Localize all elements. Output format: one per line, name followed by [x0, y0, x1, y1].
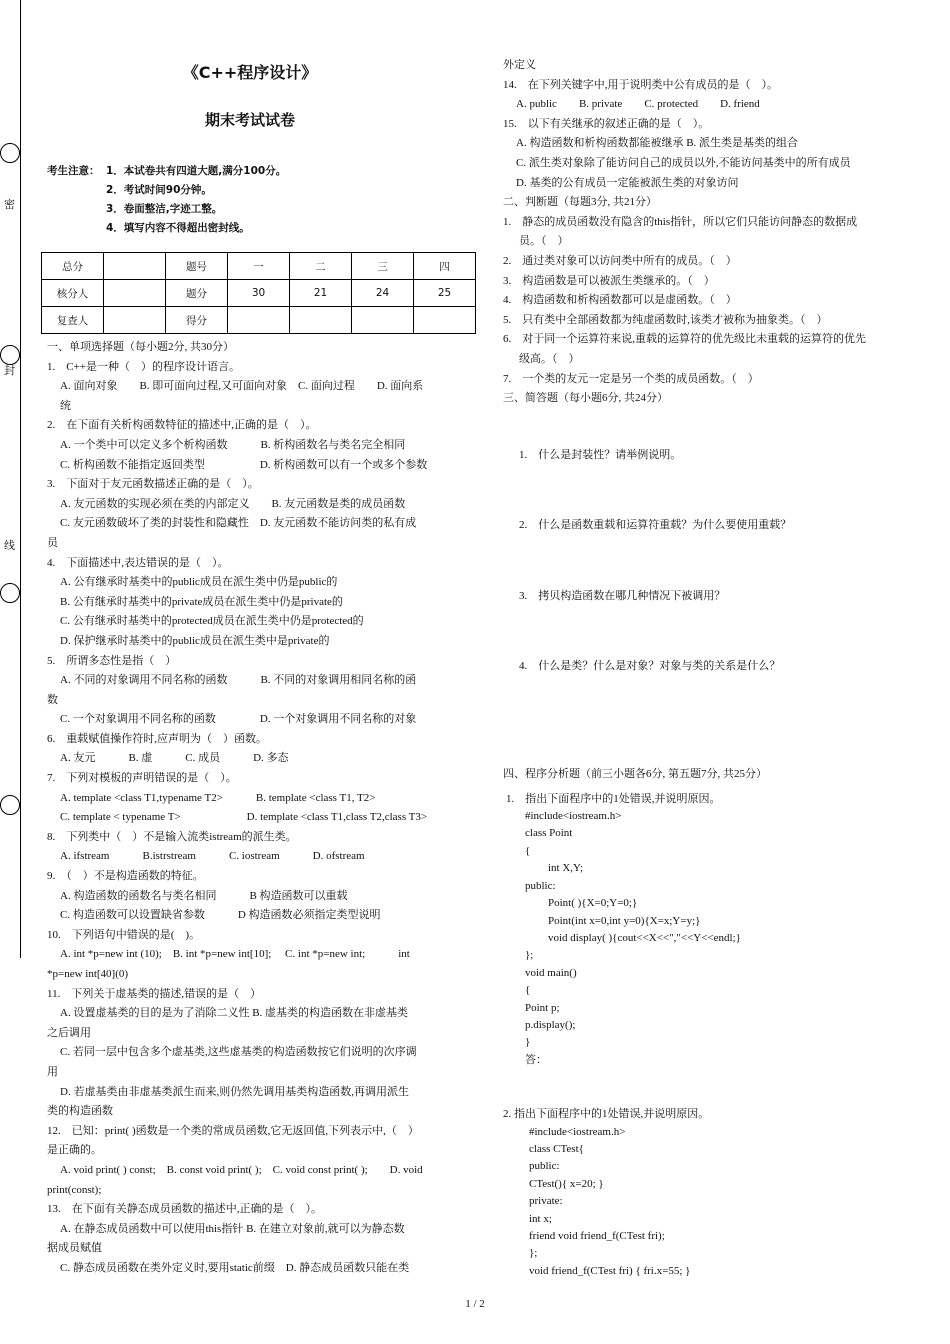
code-line: Point(int x=0,int y=0){X=x;Y=y;} [548, 914, 701, 927]
exam-title: 《C++程序设计》 [182, 63, 318, 82]
question-line: A. 公有继承时基类中的public成员在派生类中仍是public的 [60, 576, 338, 589]
question-line: 9. （ ）不是构造函数的特征。 [47, 870, 204, 883]
code-line: void friend_f(CTest fri) { fri.x=55; } [529, 1264, 691, 1277]
short-answer-question: 2. 什么是函数重载和运算符重载？为什么要使用重载？ [519, 519, 792, 532]
score-table-cell: 30 [228, 280, 290, 307]
code-line: 答： [525, 1053, 547, 1066]
question-line: 6. 重载赋值操作符时,应声明为（ ）函数。 [47, 732, 267, 745]
binding-hole [0, 143, 20, 163]
question-line: 数 [47, 693, 58, 706]
question-line: print(const); [47, 1183, 102, 1196]
question-line: 员 [47, 536, 58, 549]
question-line: A. ifstream B.istrstream C. iostream D. ofstream [60, 850, 365, 863]
score-table-row [42, 307, 476, 334]
notice-item: 3．卷面整洁,字迹工整。 [106, 203, 223, 215]
question-line: 1. C++是一种（ ）的程序设计语言。 [47, 360, 240, 373]
question-line: 6. 对于同一个运算符来说,重载的运算符的优先级比未重载的运算符的优先 [503, 333, 866, 346]
code-line: class CTest{ [529, 1142, 584, 1155]
question-line: 10. 下列语句中错误的是( )。 [47, 928, 201, 941]
seal-char: 封 [4, 364, 15, 377]
question-line: C. 一个对象调用不同名称的函数 D. 一个对象调用不同名称的对象 [60, 713, 417, 726]
score-table-cell: 核分人 [42, 280, 104, 307]
question-line: A. 友元函数的实现必须在类的内部定义 B. 友元函数是类的成员函数 [60, 497, 406, 510]
program-question: 1. 指出下面程序中的1处错误,并说明原因。 [506, 792, 721, 805]
question-line: 11. 下列关于虚基类的描述,错误的是（ ） [47, 987, 262, 1000]
question-line: C. 公有继承时基类中的protected成员在派生类中仍是protected的 [60, 615, 364, 628]
score-table-cell: 二 [290, 253, 352, 280]
code-line: public: [529, 1160, 560, 1173]
score-table-cell: 24 [352, 280, 414, 307]
code-line: Point p; [525, 1001, 560, 1014]
question-line: C. template < typename T> D. template <class T1,class T2,class T3> [60, 811, 428, 824]
question-line: A. public B. private C. protected D. friend [516, 98, 760, 111]
question-line: 13. 在下面有关静态成员函数的描述中,正确的是（ ）。 [47, 1203, 322, 1216]
exam-notice [47, 162, 286, 238]
question-line: 员。（ ） [519, 235, 569, 248]
score-table-cell [104, 307, 166, 334]
code-line: } [525, 1036, 531, 1049]
question-line: 三、简答题（每小题6分, 共24分） [503, 392, 668, 405]
code-line: class Point [525, 827, 573, 840]
question-line: D. 基类的公有成员一定能被派生类的对象访问 [516, 176, 739, 189]
short-answer-question: 3. 拷贝构造函数在哪几种情况下被调用？ [519, 589, 726, 602]
question-line: A. int *p=new int (10); B. int *p=new int[10]; C. int *p=new int; int [60, 948, 410, 961]
question-line: 4. 构造函数和析构函数都可以是虚函数。（ ） [503, 294, 737, 307]
question-line: A. 面向对象 B. 即可面向过程,又可面向对象 C. 面向过程 D. 面向系 [60, 380, 424, 393]
score-table-cell: 25 [414, 280, 476, 307]
binding-hole [0, 795, 20, 815]
question-line: 据成员赋值 [47, 1242, 102, 1255]
question-line: 2. 在下面有关析构函数特征的描述中,正确的是（ ）。 [47, 419, 317, 432]
question-line: A. template <class T1,typename T2> B. template <class T1, T2> [60, 791, 376, 804]
question-line: C. 静态成员函数在类外定义时,要用static前缀 D. 静态成员函数只能在类 [60, 1261, 410, 1274]
score-table-row [42, 253, 476, 280]
left-column [47, 338, 449, 1279]
score-table [41, 252, 476, 334]
code-line: void display( ){cout<<X<<","<<Y<<endl;} [548, 931, 741, 944]
question-line: A. 构造函数和析构函数都能被继承 B. 派生类是基类的组合 [516, 137, 799, 150]
code-line: #include<iostream.h> [529, 1125, 626, 1138]
question-line: 15. 以下有关继承的叙述正确的是（ ）。 [503, 117, 710, 130]
short-answer-question: 1. 什么是封装性？请举例说明。 [519, 448, 682, 461]
question-line: 之后调用 [47, 1026, 91, 1039]
code-line: public: [525, 879, 556, 892]
score-table-cell: 总分 [42, 253, 104, 280]
code-line: int X,Y; [548, 862, 584, 875]
question-line: C. 若同一层中包含多个虚基类,这些虚基类的构造函数按它们说明的次序调 [60, 1046, 417, 1059]
score-table-cell: 得分 [166, 307, 228, 334]
code-line: }; [525, 949, 534, 962]
question-line: C. 构造函数可以设置缺省参数 D 构造函数必须指定类型说明 [60, 909, 381, 922]
question-line: 1. 静态的成员函数没有隐含的this指针，所以它们只能访问静态的数据成 [503, 215, 858, 228]
code-line: Point( ){X=0;Y=0;} [548, 897, 638, 910]
notice-item: 2．考试时间90分钟。 [106, 184, 212, 196]
code-line: CTest(){ x=20; } [529, 1177, 604, 1190]
code-line: { [525, 984, 531, 997]
right-column [503, 56, 903, 1280]
question-line: 类的构造函数 [47, 1105, 113, 1118]
seal-char: 密 [4, 198, 15, 211]
short-answer-question: 4. 什么是类？什么是对象？对象与类的关系是什么？ [519, 660, 781, 673]
code-line: friend void friend_f(CTest fri); [529, 1230, 665, 1242]
question-line: 是正确的。 [47, 1144, 102, 1157]
question-line: 统 [60, 399, 71, 412]
score-table-cell [352, 307, 414, 334]
exam-subtitle: 期末考试试卷 [204, 111, 295, 129]
question-line: 5. 所谓多态性是指（ ） [47, 654, 177, 667]
question-line: 外定义 [503, 59, 536, 71]
notice-label: 考生注意： [47, 165, 100, 177]
binding-hole [0, 583, 20, 603]
code-line: void main() [525, 966, 577, 979]
question-line: D. 若虚基类由非虚基类派生而来,则仍然先调用基类构造函数,再调用派生 [60, 1085, 409, 1098]
question-line: A. 设置虚基类的目的是为了消除二义性 B. 虚基类的构造函数在非虚基类 [60, 1007, 409, 1020]
program-question: 2. 指出下面程序中的1处错误,并说明原因。 [503, 1108, 710, 1121]
seal-char: 线 [4, 539, 15, 552]
notice-item: 1．本试卷共有四道大题,满分100分。 [106, 165, 287, 177]
score-table-row [42, 280, 476, 307]
question-line: A. 友元 B. 虚 C. 成员 D. 多态 [60, 752, 289, 765]
question-line: 12. 已知：print( )函数是一个类的常成员函数,它无返回值,下列表示中,（ ） [47, 1124, 419, 1137]
page-number: 1 / 2 [465, 1298, 485, 1310]
question-line: 14. 在下列关键字中,用于说明类中公有成员的是（ ）。 [503, 78, 778, 91]
section-heading: 四、程序分析题（前三小题各6分, 第五题7分, 共25分） [503, 768, 767, 781]
code-line: #include<iostream.h> [525, 810, 622, 823]
question-line: D. 保护继承时基类中的public成员在派生类中是private的 [60, 634, 330, 647]
question-line: C. 析构函数不能指定返回类型 D. 析构函数可以有一个或多个参数 [60, 458, 428, 471]
score-table-cell [414, 307, 476, 334]
score-table-cell [104, 253, 166, 280]
question-line: 7. 下列对模板的声明错误的是（ ）。 [47, 772, 237, 785]
score-table-cell: 一 [228, 253, 290, 280]
code-line: private: [529, 1195, 563, 1208]
question-line: 3. 构造函数是可以被派生类继承的。（ ） [503, 274, 715, 287]
question-line: C. 派生类对象除了能访问自己的成员以外,不能访问基类中的所有成员 [516, 156, 851, 169]
code-line: int x; [529, 1212, 552, 1225]
question-line: A. 构造函数的函数名与类名相同 B 构造函数可以重载 [60, 889, 348, 902]
score-table-cell: 题分 [166, 280, 228, 307]
question-line: 用 [47, 1065, 58, 1078]
question-line: A. 不同的对象调用不同名称的函数 B. 不同的对象调用相同名称的函 [60, 674, 417, 687]
score-table-cell: 题号 [166, 253, 228, 280]
score-table-cell [290, 307, 352, 334]
question-line: A. 一个类中可以定义多个析构函数 B. 析构函数名与类名完全相同 [60, 438, 406, 451]
question-line: A. 在静态成员函数中可以使用this指针 B. 在建立对象前,就可以为静态数 [60, 1222, 405, 1235]
question-line: 一、单项选择题（每小题2分, 共30分） [47, 341, 234, 353]
question-line: 级高。（ ） [519, 352, 580, 365]
question-line: B. 公有继承时基类中的private成员在派生类中仍是private的 [60, 595, 343, 608]
question-line: 3. 下面对于友元函数描述正确的是（ ）。 [47, 478, 259, 491]
code-line: }; [529, 1247, 538, 1260]
question-line: C. 友元函数破坏了类的封装性和隐藏性 D. 友元函数不能访问类的私有成 [60, 517, 417, 530]
question-line: 7. 一个类的友元一定是另一个类的成员函数。（ ） [503, 372, 759, 385]
question-line: A. void print( ) const; B. const void print( ); C. void const print( ); D. void [60, 1163, 423, 1176]
question-line: 二、判断题（每题3分, 共21分） [503, 196, 657, 209]
score-table-cell: 四 [414, 253, 476, 280]
score-table-cell: 21 [290, 280, 352, 307]
question-line: 5. 只有类中全部函数都为纯虚函数时,该类才被称为抽象类。（ ） [503, 313, 828, 326]
score-table-cell: 三 [352, 253, 414, 280]
question-line: 4. 下面描述中,表达错误的是（ ）。 [47, 556, 229, 569]
code-line: { [525, 844, 531, 857]
question-line: 2. 通过类对象可以访问类中所有的成员。（ ） [503, 254, 737, 267]
code-line: p.display(); [525, 1018, 576, 1031]
notice-item: 4．填写内容不得超出密封线。 [106, 222, 250, 234]
score-table-cell [228, 307, 290, 334]
score-table-cell: 复查人 [42, 307, 104, 334]
question-line: 8. 下列类中（ ）不是输入流类istream的派生类。 [47, 830, 297, 843]
score-table-cell [104, 280, 166, 307]
question-line: *p=new int[40](0) [47, 968, 129, 980]
